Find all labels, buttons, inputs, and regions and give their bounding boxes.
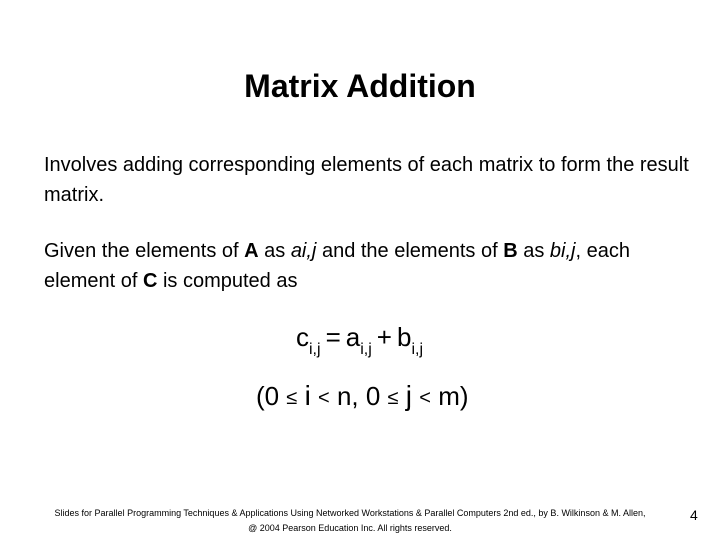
index-i: i <box>304 380 311 411</box>
formula-a-subscript: i,j <box>360 341 372 358</box>
condition-close: m) <box>438 381 469 411</box>
index-range-condition <box>256 379 469 416</box>
definition-paragraph <box>44 236 694 296</box>
formula-b: b <box>396 322 412 352</box>
formula-c: c <box>296 322 309 352</box>
slide-title: Matrix Addition <box>244 68 476 104</box>
formula-a: a <box>345 322 361 352</box>
matrix-b-label: B <box>503 240 518 262</box>
definition-text: and the elements of <box>316 240 504 262</box>
less-than-symbol: < <box>419 387 431 409</box>
less-than-symbol: < <box>318 387 330 409</box>
matrix-c-label: C <box>142 270 158 292</box>
page-number: 4 <box>690 507 698 523</box>
definition-text: as <box>258 240 291 262</box>
definition-text: , each element of <box>44 240 630 292</box>
matrix-a-label: A <box>244 240 259 262</box>
less-equal-symbol: ≤ <box>387 387 399 409</box>
less-equal-symbol: ≤ <box>286 387 298 409</box>
intro-paragraph: Involves adding corresponding elements of each matrix to form the result matrix. <box>44 154 689 206</box>
formula-equals: = <box>325 322 341 352</box>
definition-text: as <box>517 240 550 262</box>
definition-text: is computed as <box>157 270 298 292</box>
formula-c-subscript: i,j <box>309 341 321 358</box>
element-b-symbol: bi,j <box>549 240 576 262</box>
definition-text: Given the elements of <box>44 240 245 262</box>
condition-n-part: n, 0 <box>336 381 381 411</box>
formula-b-subscript: i,j <box>411 341 423 358</box>
addition-formula <box>296 320 423 359</box>
footer-copyright: @ 2004 Pearson Education Inc. All rights reserved. <box>248 523 452 533</box>
condition-open: (0 <box>256 381 280 411</box>
element-a-symbol: ai,j <box>290 240 317 262</box>
footer-credit: Slides for Parallel Programming Techniques & Applications Using Networked Workstations & Parallel Computers 2nd ed., by B. Wilkinson & M. Allen, <box>54 508 646 518</box>
index-j: j <box>405 380 413 411</box>
formula-plus: + <box>376 322 392 352</box>
